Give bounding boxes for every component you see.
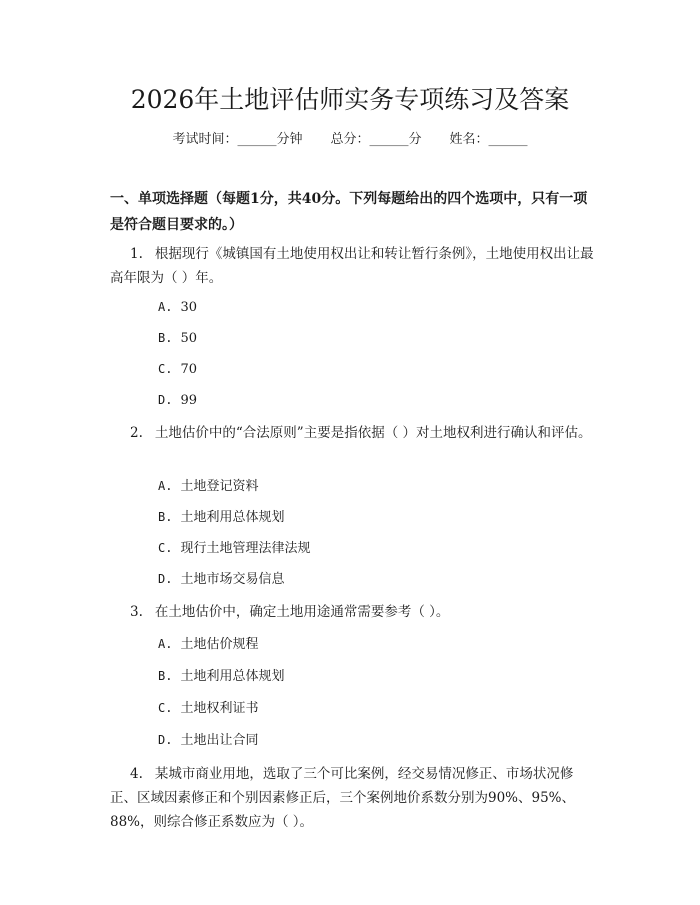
score-unit: 分: [408, 132, 422, 147]
option-text: 70: [180, 362, 197, 377]
option-b: [158, 328, 197, 349]
option-letter: D.: [158, 393, 173, 407]
question-text: 土地估价中的“合法原则”主要是指依据（ ）对土地权利进行确认和评估。: [154, 425, 592, 441]
option-a: [158, 297, 197, 318]
option-c: [158, 698, 258, 719]
option-a: [158, 634, 258, 655]
time-blank: ______: [237, 132, 277, 147]
option-text: 土地利用总体规划: [180, 510, 285, 525]
option-text: 土地出让合同: [180, 733, 259, 748]
option-text: 30: [180, 300, 197, 315]
option-letter: B.: [158, 510, 173, 524]
option-letter: C.: [158, 541, 173, 555]
question-text: 在土地估价中，确定土地用途通常需要参考（ ）。: [154, 604, 450, 620]
name-label: 姓名：: [449, 132, 489, 147]
option-text: 99: [180, 393, 197, 408]
name-blank: ______: [488, 132, 528, 147]
option-text: 土地权利证书: [180, 701, 259, 716]
time-label: 考试时间：: [172, 132, 238, 147]
question-2: [110, 421, 600, 445]
option-d: [158, 730, 258, 751]
option-text: 土地登记资料: [180, 479, 259, 494]
question-1: [110, 242, 600, 290]
option-c: [158, 538, 310, 559]
question-text: 根据现行《城镇国有土地使用权出让和转让暂行条例》，土地使用权出让最高年限为（ ）年。: [110, 246, 594, 286]
question-number: 2.: [130, 425, 143, 441]
option-text: 土地利用总体规划: [180, 669, 285, 684]
option-text: 现行土地管理法律法规: [180, 541, 311, 556]
option-text: 50: [180, 331, 197, 346]
section-heading: 一、单项选择题（每题1分，共40分。下列每题给出的四个选项中，只有一项是符合题目要求的。）: [110, 191, 588, 233]
option-b: [158, 507, 284, 528]
option-letter: B.: [158, 669, 173, 683]
option-text: 土地市场交易信息: [180, 572, 285, 587]
question-number: 1.: [130, 246, 143, 262]
question-number: 4.: [130, 766, 143, 782]
time-unit: 分钟: [276, 132, 303, 147]
question-text: 某城市商业用地，选取了三个可比案例，经交易情况修正、市场状况修正、区域因素修正和个别因素修正后，三个案例地价系数分别为90%、95%、88%，则综合修正系数应为（ ）。: [110, 766, 576, 830]
question-3: [110, 600, 600, 624]
option-letter: C.: [158, 362, 173, 376]
option-letter: D.: [158, 572, 173, 586]
option-letter: D.: [158, 733, 173, 747]
question-number: 3.: [130, 604, 143, 620]
question-4: [110, 762, 600, 834]
option-letter: A.: [158, 300, 173, 314]
option-letter: A.: [158, 637, 173, 651]
score-blank: ______: [369, 132, 409, 147]
option-d: [158, 569, 284, 590]
option-text: 土地估价规程: [180, 637, 259, 652]
option-b: [158, 666, 284, 687]
exam-meta: [0, 129, 700, 151]
score-label: 总分：: [330, 132, 370, 147]
option-a: [158, 476, 258, 497]
option-c: [158, 359, 197, 380]
option-letter: A.: [158, 479, 173, 493]
option-letter: B.: [158, 331, 173, 345]
option-letter: C.: [158, 701, 173, 715]
option-d: [158, 390, 197, 411]
page-title: 2026年土地评估师实务专项练习及答案: [130, 85, 570, 114]
